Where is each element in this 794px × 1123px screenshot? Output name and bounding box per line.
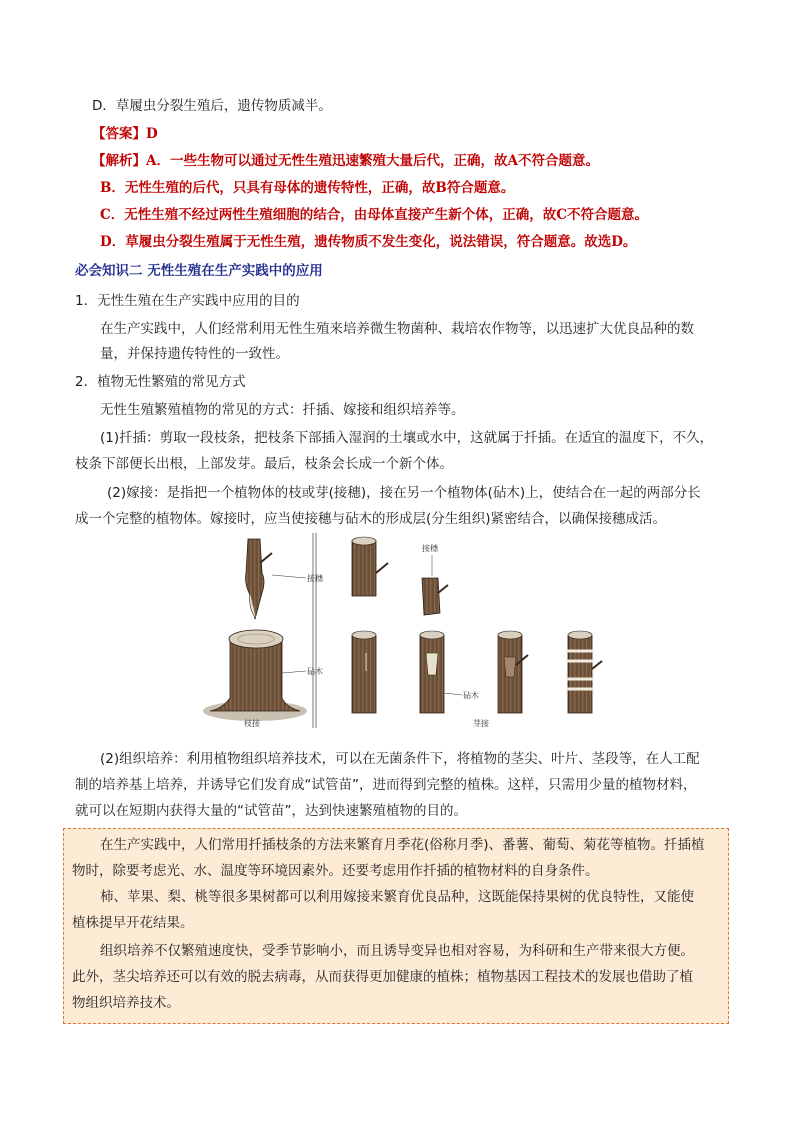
note-line-7: 物组织培养技术。 — [72, 995, 180, 1011]
p2-heading: 2．植物无性繁殖的常见方式 — [75, 374, 246, 390]
analysis-a-text: A．一些生物可以通过无性生殖迅速繁殖大量后代，正确，故A不符合题意。 — [146, 153, 599, 169]
right-scion-label: 接穗 — [422, 544, 438, 553]
right-stock-label: 砧木 — [463, 691, 479, 700]
tissue-line-2: 制的培养基上培养，并诱导它们发育成“试管苗”，进而得到完整的植株。这样，只需用少量的植物材料， — [75, 777, 697, 793]
graft-line-1: (2)嫁接：是指把一个植物体的枝或芽(接穗)，接在另一个植物体(砧木)上，使结合在一起的两部分长 — [107, 485, 701, 501]
note-line-4: 植株提早开花结果。 — [72, 915, 194, 931]
graft-line-2: 成一个完整的植物体。嫁接时，应当使接穗与砧木的形成层(分生组织)紧密结合，以确保接穗成活。 — [75, 511, 667, 527]
branch-graft-illustration — [203, 539, 324, 728]
answer-label: 【答案】 — [92, 126, 146, 142]
left-scion-label: 接穗 — [307, 574, 323, 583]
analysis-label: 【解析】 — [92, 153, 146, 169]
note-line-3: 柿、苹果、梨、桃等很多果树都可以利用嫁接来繁育优良品种，这既能保持果树的优良特性，又能使 — [100, 889, 694, 905]
cutting-line-1: (1)扦插：剪取一段枝条，把枝条下部插入湿润的土壤或水中，这就属于扦插。在适宜的温度下，不久， — [100, 430, 714, 446]
p1-heading: 1．无性生殖在生产实践中应用的目的 — [75, 293, 300, 309]
note-line-5: 组织培养不仅繁殖速度快，受季节影响小，而且诱导变异也相对容易，为科研和生产带来很大方便。 — [100, 943, 694, 959]
analysis-line-d: D．草履虫分裂生殖属于无性生殖，遗传物质不发生变化，说法错误，符合题意。故选D。 — [100, 234, 637, 250]
analysis-line-b: B．无性生殖的后代，只具有母体的遗传特性，正确，故B符合题意。 — [100, 180, 515, 196]
note-line-6: 此外，茎尖培养还可以有效的脱去病毒，从而获得更加健康的植株；植物基因工程技术的发展也借助了植 — [72, 969, 693, 985]
tissue-line-3: 就可以在短期内获得大量的“试管苗”，达到快速繁殖植物的目的。 — [75, 803, 467, 819]
tissue-line-1: (2)组织培养：利用植物组织培养技术，可以在无菌条件下，将植物的茎尖、叶片、茎段等，在人工配 — [100, 751, 700, 767]
answer-value: D — [146, 126, 158, 142]
cutting-line-2: 枝条下部便长出根，上部发芽。最后，枝条会长成一个新个体。 — [75, 456, 453, 472]
note-line-2: 物时，除要考虑光、水、温度等环境因素外。还要考虑用作扦插的植物材料的自身条件。 — [72, 863, 599, 879]
question-option-d: D．草履虫分裂生殖后，遗传物质减半。 — [92, 98, 332, 114]
p2-intro: 无性生殖繁殖植物的常见的方式：扦插、嫁接和组织培养等。 — [100, 402, 465, 418]
p1-line-1: 在生产实践中，人们经常利用无性生殖来培养微生物菌种、栽培农作物等，以迅速扩大优良品种的数 — [100, 321, 694, 337]
analysis-line-c: C．无性生殖不经过两性生殖细胞的结合，由母体直接产生新个体，正确，故C不符合题意。 — [100, 207, 648, 223]
p1-line-2: 量，并保持遗传特性的一致性。 — [100, 346, 289, 362]
analysis-line-a — [92, 152, 599, 170]
left-caption: 枝接 — [244, 719, 260, 728]
right-caption: 芽接 — [473, 719, 489, 728]
bud-graft-illustration — [352, 537, 602, 728]
left-stock-label: 砧木 — [307, 667, 323, 676]
grafting-figure — [200, 533, 720, 728]
note-line-1: 在生产实践中，人们常用扦插枝条的方法来繁育月季花(俗称月季)、番薯、葡萄、菊花等植物。扦插植 — [100, 837, 705, 853]
section-title: 必会知识二 无性生殖在生产实践中的应用 — [75, 263, 323, 279]
answer-line — [92, 125, 158, 143]
